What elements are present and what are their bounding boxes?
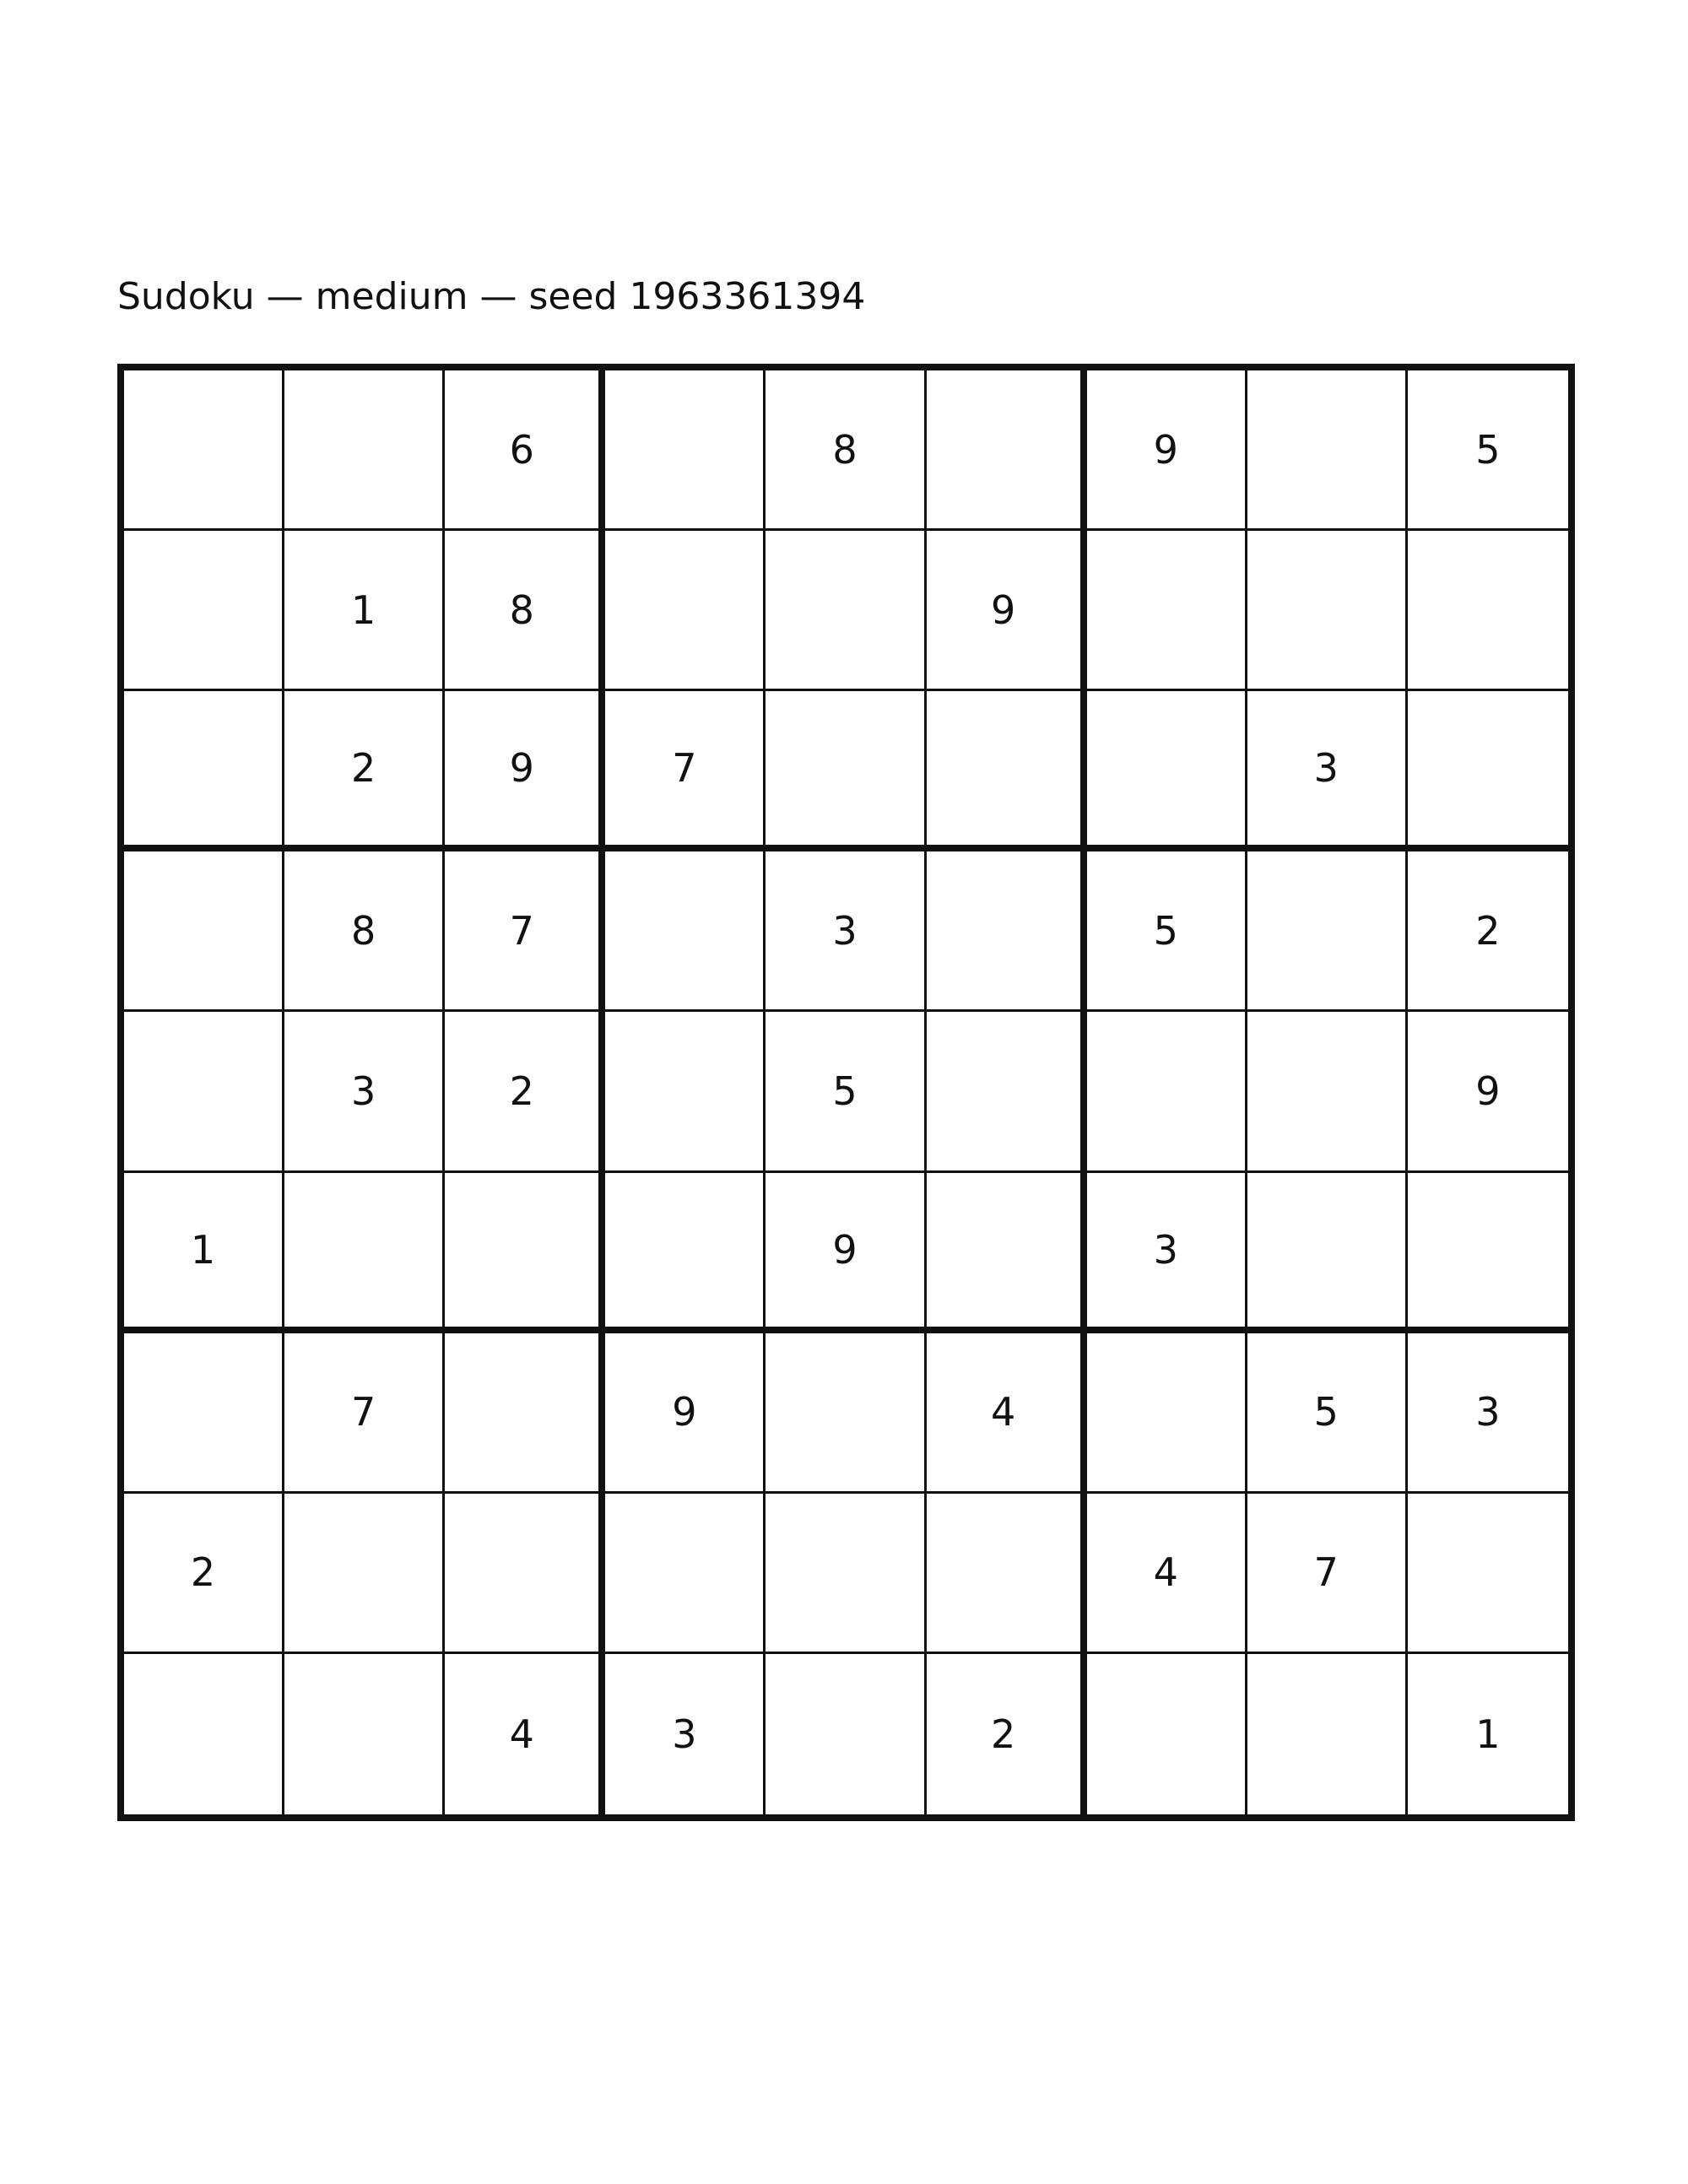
sudoku-cell-r6-c5[interactable]: 9 bbox=[766, 1173, 926, 1333]
sudoku-cell-r9-c6[interactable]: 2 bbox=[927, 1654, 1087, 1814]
sudoku-cell-r6-c3[interactable] bbox=[445, 1173, 605, 1333]
sudoku-cell-r5-c8[interactable] bbox=[1247, 1012, 1408, 1172]
sudoku-cell-r9-c1[interactable] bbox=[124, 1654, 284, 1814]
sudoku-cell-r4-c7[interactable]: 5 bbox=[1087, 851, 1247, 1012]
sudoku-cell-r1-c3[interactable]: 6 bbox=[445, 370, 605, 531]
sudoku-cell-r6-c2[interactable] bbox=[284, 1173, 445, 1333]
sudoku-cell-r8-c1[interactable]: 2 bbox=[124, 1494, 284, 1654]
sudoku-cell-r5-c1[interactable] bbox=[124, 1012, 284, 1172]
sudoku-cell-r1-c9[interactable]: 5 bbox=[1408, 370, 1568, 531]
sudoku-cell-r3-c7[interactable] bbox=[1087, 691, 1247, 851]
sudoku-cell-r8-c8[interactable]: 7 bbox=[1247, 1494, 1408, 1654]
sudoku-cell-r7-c9[interactable]: 3 bbox=[1408, 1333, 1568, 1494]
sudoku-cell-r2-c4[interactable] bbox=[605, 531, 766, 691]
sudoku-cell-r6-c1[interactable]: 1 bbox=[124, 1173, 284, 1333]
sudoku-cell-r4-c1[interactable] bbox=[124, 851, 284, 1012]
sudoku-cell-r4-c4[interactable] bbox=[605, 851, 766, 1012]
sudoku-cell-r8-c3[interactable] bbox=[445, 1494, 605, 1654]
sudoku-cell-r6-c9[interactable] bbox=[1408, 1173, 1568, 1333]
sudoku-cell-r6-c7[interactable]: 3 bbox=[1087, 1173, 1247, 1333]
sudoku-cell-r5-c9[interactable]: 9 bbox=[1408, 1012, 1568, 1172]
sudoku-cell-r7-c5[interactable] bbox=[766, 1333, 926, 1494]
sudoku-cell-r7-c8[interactable]: 5 bbox=[1247, 1333, 1408, 1494]
sudoku-cell-r1-c5[interactable]: 8 bbox=[766, 370, 926, 531]
sudoku-cell-r3-c4[interactable]: 7 bbox=[605, 691, 766, 851]
sudoku-cell-r5-c5[interactable]: 5 bbox=[766, 1012, 926, 1172]
sudoku-cell-r9-c2[interactable] bbox=[284, 1654, 445, 1814]
sudoku-cell-r2-c2[interactable]: 1 bbox=[284, 531, 445, 691]
sudoku-cell-r5-c6[interactable] bbox=[927, 1012, 1087, 1172]
sudoku-cell-r3-c1[interactable] bbox=[124, 691, 284, 851]
sudoku-cell-r3-c8[interactable]: 3 bbox=[1247, 691, 1408, 851]
sudoku-cell-r9-c5[interactable] bbox=[766, 1654, 926, 1814]
sudoku-cell-r8-c6[interactable] bbox=[927, 1494, 1087, 1654]
sudoku-cell-r7-c6[interactable]: 4 bbox=[927, 1333, 1087, 1494]
sudoku-cell-r2-c7[interactable] bbox=[1087, 531, 1247, 691]
sudoku-cell-r4-c9[interactable]: 2 bbox=[1408, 851, 1568, 1012]
sudoku-cell-r6-c8[interactable] bbox=[1247, 1173, 1408, 1333]
sudoku-cell-r3-c5[interactable] bbox=[766, 691, 926, 851]
sudoku-cell-r7-c7[interactable] bbox=[1087, 1333, 1247, 1494]
sudoku-cell-r8-c4[interactable] bbox=[605, 1494, 766, 1654]
sudoku-cell-r2-c5[interactable] bbox=[766, 531, 926, 691]
sudoku-cell-r7-c2[interactable]: 7 bbox=[284, 1333, 445, 1494]
sudoku-cell-r9-c9[interactable]: 1 bbox=[1475, 1711, 1501, 1757]
sudoku-cell-r4-c8[interactable] bbox=[1247, 851, 1408, 1012]
sudoku-cell-r1-c1[interactable] bbox=[124, 370, 284, 531]
sudoku-cell-r6-c6[interactable] bbox=[927, 1173, 1087, 1333]
sudoku-cell-r8-c7[interactable]: 4 bbox=[1087, 1494, 1247, 1654]
sudoku-cell-r9-c7[interactable] bbox=[1087, 1654, 1247, 1814]
sudoku-cell-r9-c3[interactable]: 4 bbox=[445, 1654, 605, 1814]
sudoku-cell-r4-c2[interactable]: 8 bbox=[284, 851, 445, 1012]
sudoku-cell-r2-c3[interactable]: 8 bbox=[445, 531, 605, 691]
sudoku-cell-r7-c4[interactable]: 9 bbox=[605, 1333, 766, 1494]
sudoku-cell-r2-c9[interactable] bbox=[1408, 531, 1568, 691]
sudoku-cell-r2-c1[interactable] bbox=[124, 531, 284, 691]
sudoku-cell-r2-c8[interactable] bbox=[1247, 531, 1408, 691]
sudoku-cell-r4-c3[interactable]: 7 bbox=[445, 851, 605, 1012]
sudoku-cell-r6-c4[interactable] bbox=[605, 1173, 766, 1333]
sudoku-cell-r3-c9[interactable] bbox=[1408, 691, 1568, 851]
sudoku-cell-r7-c3[interactable] bbox=[445, 1333, 605, 1494]
sudoku-cell-r3-c3[interactable]: 9 bbox=[445, 691, 605, 851]
puzzle-title: Sudoku — medium — seed 1963361394 bbox=[117, 275, 866, 318]
sudoku-cell-r1-c2[interactable] bbox=[284, 370, 445, 531]
sudoku-board bbox=[117, 364, 1575, 1821]
sudoku-cell-r4-c6[interactable] bbox=[927, 851, 1087, 1012]
sudoku-cell-r9-c4[interactable]: 3 bbox=[605, 1654, 766, 1814]
sudoku-cell-r9-c8[interactable] bbox=[1247, 1654, 1408, 1814]
sudoku-cell-r2-c6[interactable]: 9 bbox=[927, 531, 1087, 691]
sudoku-cell-r1-c7[interactable]: 9 bbox=[1087, 370, 1247, 531]
sudoku-cell-r5-c4[interactable] bbox=[605, 1012, 766, 1172]
sudoku-cell-r1-c6[interactable] bbox=[927, 370, 1087, 531]
sudoku-cell-r1-c8[interactable] bbox=[1247, 370, 1408, 531]
sudoku-cell-r3-c2[interactable]: 2 bbox=[284, 691, 445, 851]
sudoku-cell-r8-c9[interactable] bbox=[1408, 1494, 1568, 1654]
sudoku-cell-r7-c1[interactable] bbox=[124, 1333, 284, 1494]
sudoku-cell-r5-c2[interactable]: 3 bbox=[284, 1012, 445, 1172]
sudoku-cell-r5-c7[interactable] bbox=[1087, 1012, 1247, 1172]
sudoku-cell-r8-c2[interactable] bbox=[284, 1494, 445, 1654]
sudoku-cell-r4-c5[interactable]: 3 bbox=[766, 851, 926, 1012]
sudoku-cell-r3-c6[interactable] bbox=[927, 691, 1087, 851]
sudoku-cell-r8-c5[interactable] bbox=[766, 1494, 926, 1654]
sudoku-cell-r5-c3[interactable]: 2 bbox=[445, 1012, 605, 1172]
sudoku-cell-r1-c4[interactable] bbox=[605, 370, 766, 531]
